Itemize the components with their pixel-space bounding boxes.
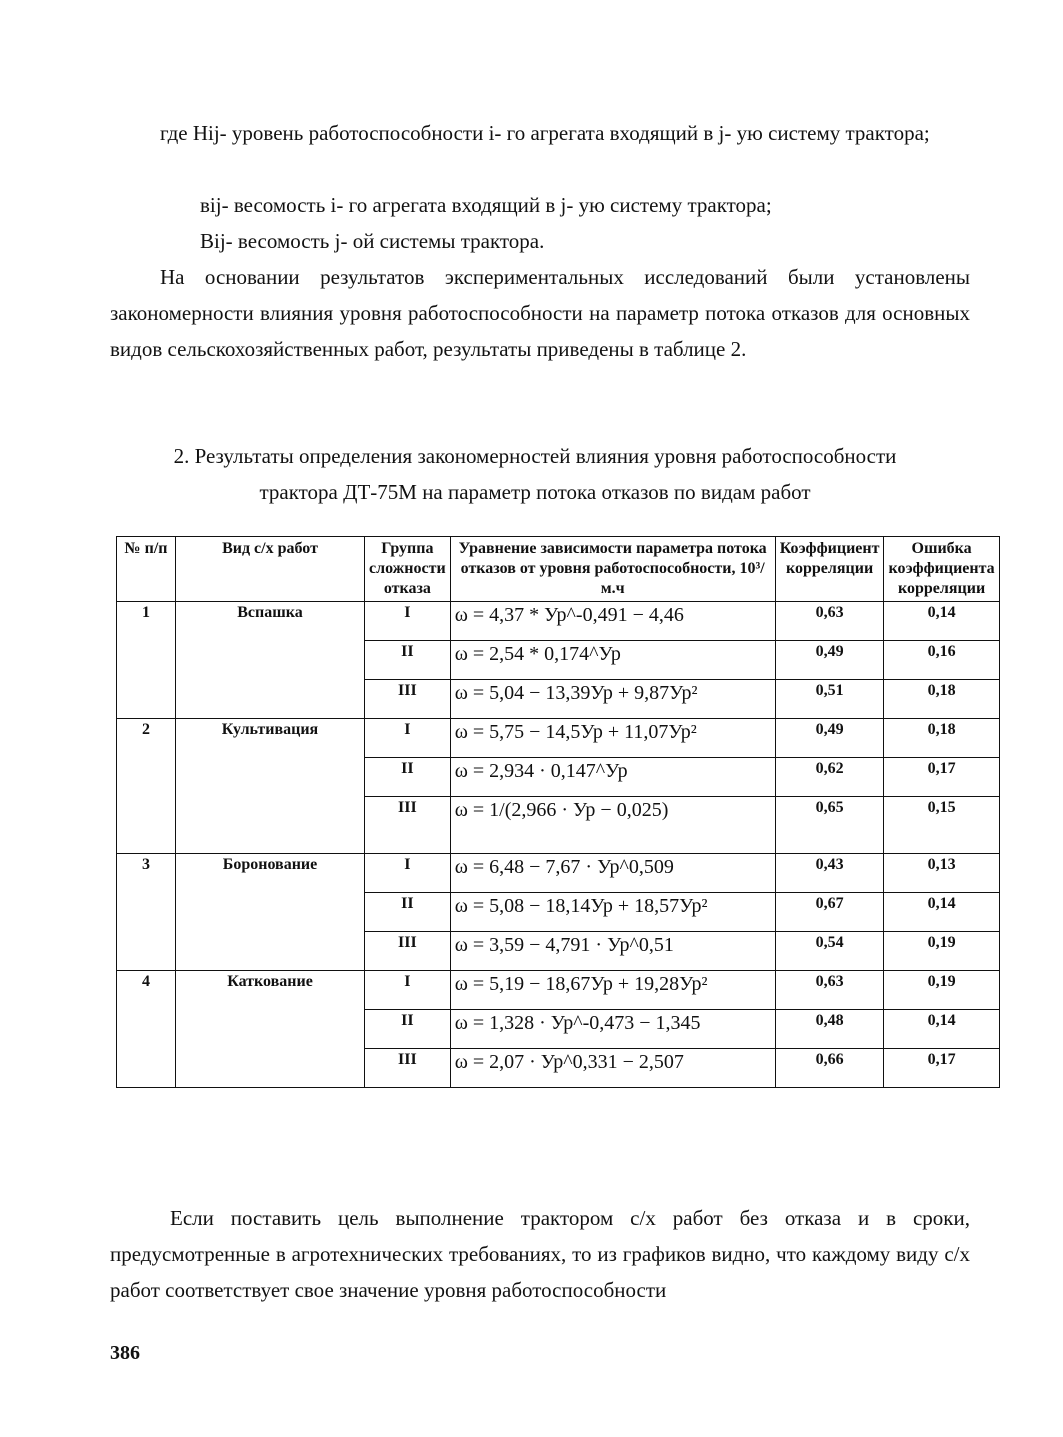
header-work-type: Вид с/х работ	[176, 537, 365, 602]
cell-work-type: Вспашка	[176, 602, 365, 719]
cell-correlation: 0,48	[775, 1010, 884, 1049]
cell-correlation: 0,49	[775, 719, 884, 758]
cell-equation: ω = 5,75 − 14,5Ур + 11,07Ур²	[450, 719, 775, 758]
cell-row-number: 2	[117, 719, 176, 854]
cell-complexity-group: III	[365, 1049, 451, 1088]
cell-correlation: 0,62	[775, 758, 884, 797]
cell-equation: ω = 2,54 * 0,174^Ур	[450, 641, 775, 680]
header-no: № п/п	[117, 537, 176, 602]
cell-complexity-group: I	[365, 602, 451, 641]
paragraph-conclusion: Если поставить цель выполнение трактором с/х работ без отказа и в сроки, предусмотренные в агротехнических требованиях, то из графиков видно, что каждому виду с/х работ соответствует свое значение уровня работоспособности	[110, 1206, 970, 1302]
table-caption-line2: трактора ДТ-75М на параметр потока отказов по видам работ	[259, 480, 811, 504]
cell-equation: ω = 5,04 − 13,39Ур + 9,87Ур²	[450, 680, 775, 719]
cell-correlation-error: 0,18	[884, 680, 999, 719]
cell-correlation-error: 0,17	[884, 1049, 999, 1088]
cell-equation: ω = 4,37 * Ур^-0,491 − 4,46	[450, 602, 775, 641]
cell-correlation-error: 0,19	[884, 932, 999, 971]
cell-complexity-group: III	[365, 932, 451, 971]
table-row	[117, 602, 1000, 641]
cell-correlation-error: 0,13	[884, 854, 999, 893]
table-row	[117, 719, 1000, 758]
table-header-row	[117, 537, 1000, 602]
cell-correlation: 0,63	[775, 971, 884, 1010]
cell-complexity-group: II	[365, 641, 451, 680]
cell-complexity-group: II	[365, 893, 451, 932]
cell-correlation-error: 0,14	[884, 1010, 999, 1049]
cell-correlation: 0,43	[775, 854, 884, 893]
cell-correlation-error: 0,18	[884, 719, 999, 758]
cell-complexity-group: I	[365, 854, 451, 893]
cell-correlation: 0,49	[775, 641, 884, 680]
table-row	[117, 854, 1000, 893]
cell-row-number: 3	[117, 854, 176, 971]
cell-complexity-group: III	[365, 680, 451, 719]
table-caption	[95, 438, 975, 510]
cell-equation: ω = 5,08 − 18,14Ур + 18,57Ур²	[450, 893, 775, 932]
paragraph-results-intro: На основании результатов экспериментальных исследований были установлены закономерности влияния уровня работоспособности на параметр потока отказов для основных видов сельскохозяйственных работ, результаты приведены в таблице 2.	[110, 265, 970, 361]
cell-correlation: 0,51	[775, 680, 884, 719]
cell-correlation: 0,54	[775, 932, 884, 971]
paragraph-definition-vij: вij- весомость i- го агрегата входящий в j- ую систему трактора;	[200, 193, 772, 217]
paragraph-definition-bij: Вij- весомость j- ой системы трактора.	[200, 229, 545, 253]
cell-equation: ω = 1,328 · Ур^-0,473 − 1,345	[450, 1010, 775, 1049]
cell-equation: ω = 3,59 − 4,791 · Ур^0,51	[450, 932, 775, 971]
cell-complexity-group: II	[365, 758, 451, 797]
header-complexity-group: Группа сложности отказа	[365, 537, 451, 602]
cell-correlation: 0,67	[775, 893, 884, 932]
header-equation: Уравнение зависимости параметра потока отказов от уровня работоспособности, 10³/м.ч	[450, 537, 775, 602]
results-table	[116, 536, 1000, 1088]
cell-equation: ω = 2,07 · Ур^0,331 − 2,507	[450, 1049, 775, 1088]
cell-correlation-error: 0,14	[884, 893, 999, 932]
page-number: 386	[110, 1342, 140, 1364]
cell-complexity-group: I	[365, 971, 451, 1010]
cell-row-number: 4	[117, 971, 176, 1088]
header-correlation: Коэффициент корреляции	[775, 537, 884, 602]
cell-complexity-group: I	[365, 719, 451, 758]
table-caption-line1: 2. Результаты определения закономерностей влияния уровня работоспособности	[173, 444, 897, 468]
cell-complexity-group: II	[365, 1010, 451, 1049]
cell-complexity-group: III	[365, 797, 451, 854]
cell-correlation-error: 0,19	[884, 971, 999, 1010]
table-body	[117, 602, 1000, 1088]
cell-correlation: 0,65	[775, 797, 884, 854]
cell-work-type: Культивация	[176, 719, 365, 854]
header-correlation-error: Ошибка коэффициента корреляции	[884, 537, 999, 602]
cell-equation: ω = 5,19 − 18,67Ур + 19,28Ур²	[450, 971, 775, 1010]
cell-equation: ω = 2,934 · 0,147^Ур	[450, 758, 775, 797]
cell-correlation: 0,63	[775, 602, 884, 641]
paragraph-definition-hij: где Hij- уровень работоспособности i- го агрегата входящий в j- ую систему трактора;	[160, 121, 930, 145]
cell-correlation-error: 0,14	[884, 602, 999, 641]
cell-work-type: Боронование	[176, 854, 365, 971]
cell-correlation: 0,66	[775, 1049, 884, 1088]
cell-correlation-error: 0,16	[884, 641, 999, 680]
cell-equation: ω = 1/(2,966 · Ур − 0,025)	[450, 797, 775, 854]
cell-correlation-error: 0,17	[884, 758, 999, 797]
cell-equation: ω = 6,48 − 7,67 · Ур^0,509	[450, 854, 775, 893]
cell-row-number: 1	[117, 602, 176, 719]
table-row	[117, 971, 1000, 1010]
cell-correlation-error: 0,15	[884, 797, 999, 854]
cell-work-type: Каткование	[176, 971, 365, 1088]
